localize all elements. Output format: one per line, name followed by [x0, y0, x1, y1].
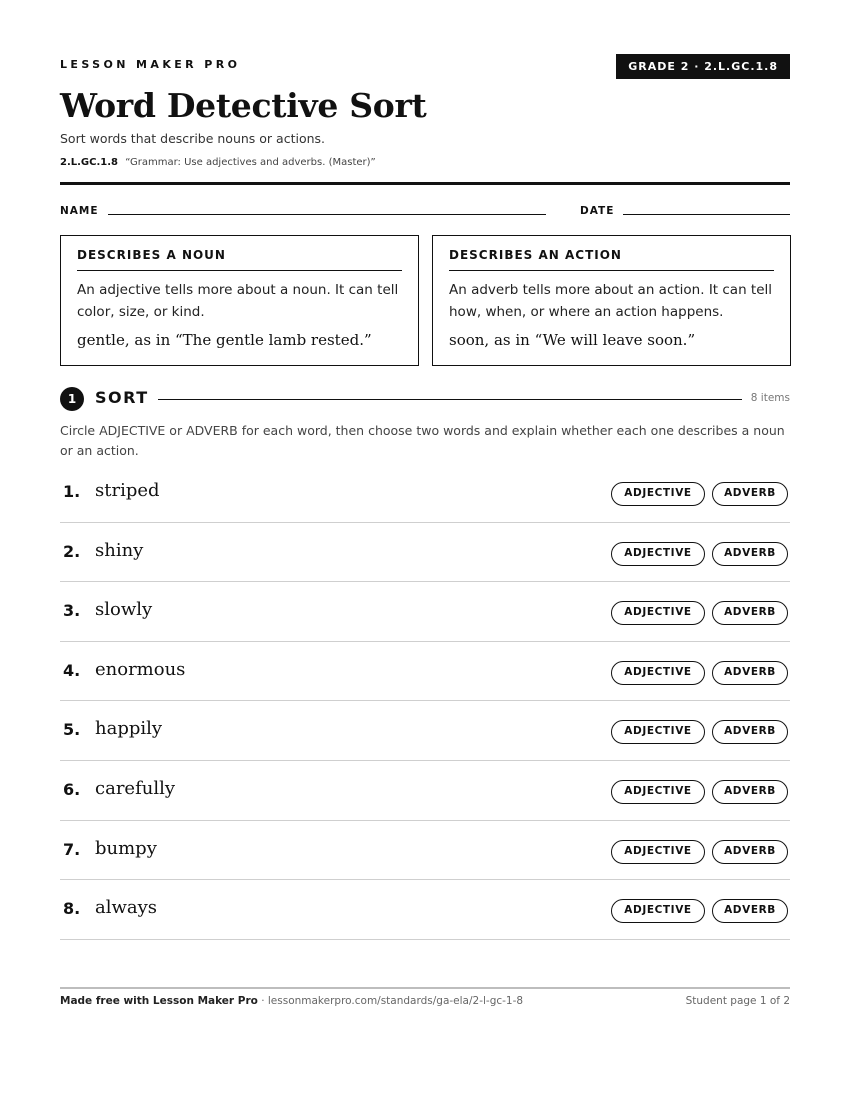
list-item — [60, 642, 790, 702]
brand-name: LESSON MAKER PRO — [60, 58, 241, 71]
item-number: 8. — [63, 899, 81, 919]
adverb-option[interactable]: ADVERB — [712, 780, 788, 804]
item-number: 4. — [63, 660, 81, 680]
box-text: An adverb tells more about an action. It can tell how, when, or where an action happens. — [449, 282, 773, 320]
list-item — [60, 582, 790, 642]
item-list — [60, 463, 790, 940]
top-row — [60, 54, 790, 80]
adjective-option[interactable]: ADJECTIVE — [611, 899, 705, 923]
adverb-option[interactable]: ADVERB — [712, 542, 788, 566]
name-field[interactable] — [108, 214, 546, 215]
adverb-option[interactable]: ADVERB — [712, 840, 788, 864]
adjective-option[interactable]: ADJECTIVE — [611, 542, 705, 566]
item-number: 2. — [63, 541, 81, 561]
adverb-option[interactable]: ADVERB — [712, 720, 788, 744]
item-word: striped — [95, 480, 160, 501]
adverb-definition-box — [432, 235, 791, 366]
section-title: SORT — [95, 388, 149, 407]
footer-url: · lessonmakerpro.com/standards/ga-ela/2-l-gc-1-8 — [257, 995, 524, 1007]
grade-badge: GRADE 2 · 2.L.GC.1.8 — [616, 54, 790, 79]
item-word: enormous — [95, 658, 186, 680]
item-word: always — [95, 897, 158, 919]
standard-code: 2.L.GC.1.8 — [60, 157, 118, 168]
item-word: shiny — [95, 539, 144, 561]
box-heading: DESCRIBES AN ACTION — [449, 248, 774, 271]
standard-text: “Grammar: Use adjectives and adverbs. (Master)” — [125, 157, 376, 168]
item-number: 6. — [63, 779, 81, 799]
page-title: Word Detective Sort — [60, 86, 427, 125]
page-subtitle: Sort words that describe nouns or actions. — [60, 131, 326, 146]
item-word: happily — [95, 718, 163, 740]
adverb-option[interactable]: ADVERB — [712, 482, 788, 506]
adjective-option[interactable]: ADJECTIVE — [611, 720, 705, 744]
adjective-option[interactable]: ADJECTIVE — [611, 482, 705, 506]
standard-line — [60, 157, 376, 168]
list-item — [60, 761, 790, 821]
adjective-option[interactable]: ADJECTIVE — [611, 601, 705, 625]
item-number: 1. — [63, 482, 81, 501]
adjective-option[interactable]: ADJECTIVE — [611, 780, 705, 804]
box-example: gentle, as in “The gentle lamb rested.” — [77, 331, 372, 349]
list-item — [60, 880, 790, 940]
adverb-option[interactable]: ADVERB — [712, 601, 788, 625]
item-number: 3. — [63, 601, 81, 621]
item-number: 7. — [63, 839, 81, 859]
box-example: soon, as in “We will leave soon.” — [449, 331, 696, 349]
page-indicator: Student page 1 of 2 — [685, 995, 790, 1007]
box-heading: DESCRIBES A NOUN — [77, 248, 402, 271]
item-word: slowly — [95, 599, 153, 621]
list-item — [60, 701, 790, 761]
list-item — [60, 463, 790, 523]
footer-divider — [60, 987, 790, 989]
adjective-option[interactable]: ADJECTIVE — [611, 661, 705, 685]
list-item — [60, 821, 790, 881]
date-label: DATE — [580, 205, 615, 217]
footer — [60, 995, 790, 1007]
instructions: Circle ADJECTIVE or ADVERB for each word, then choose two words and explain whether each one describes a noun or an action. — [60, 423, 785, 458]
adjective-definition-box — [60, 235, 419, 366]
section-divider — [158, 399, 742, 400]
footer-credit: Made free with Lesson Maker Pro — [60, 995, 258, 1007]
section-header — [60, 387, 790, 411]
item-word: bumpy — [95, 837, 157, 859]
adjective-option[interactable]: ADJECTIVE — [611, 840, 705, 864]
list-item — [60, 523, 790, 583]
adverb-option[interactable]: ADVERB — [712, 661, 788, 685]
section-number: 1 — [60, 387, 84, 411]
header-divider — [60, 182, 790, 185]
date-field[interactable] — [623, 214, 790, 215]
name-label: NAME — [60, 205, 99, 217]
adverb-option[interactable]: ADVERB — [712, 899, 788, 923]
box-text: An adjective tells more about a noun. It can tell color, size, or kind. — [77, 282, 399, 320]
item-count: 8 items — [750, 392, 790, 404]
item-word: carefully — [95, 777, 176, 799]
item-number: 5. — [63, 720, 81, 740]
